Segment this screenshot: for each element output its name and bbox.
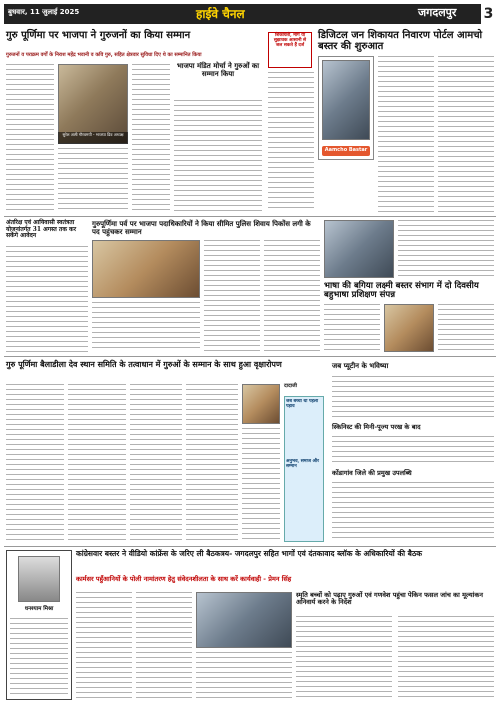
congress-body-col1 [76,592,132,700]
obituary-name: धनश्याम मिश्रा [24,606,54,612]
school-headline: गुरु पूर्णिमा बैलाडीला देव स्थान समिति के तत्वाधान में गुरुओं के सम्मान के साथ हुआ वृक्षारोपण [6,359,282,369]
dadaji-subtitle-2: अनुभव, समाज और सम्मान [286,459,319,469]
rain-headline: जब प्यूटीन के भविष्या [332,361,389,370]
newspaper-masthead: हाईवे चैनल [196,7,245,21]
complaint-headline: डिजिटल जन शिकायत निवारण पोर्टल आमचो बस्तर की शुरुआत [318,30,483,52]
dadaji-title: दादाजी [284,383,297,389]
convention-headline: अंतरिक्ष एवं आयिवासी स्वतंत्रता योजनांतर्गत 31 अगस्त तक कर सकेंगे आवेदन [6,219,77,240]
language-headline: भाषा की बगिया लक्ष्मी बस्तर संभाग में दो दिवसीय बहुभाषा प्रशिक्षण संपन्न [324,281,479,301]
language-body-2 [438,304,494,352]
smriti-body-col1 [296,616,392,700]
dadaji-body [242,428,280,542]
school-body-col2 [68,384,126,542]
dadaji-photo [242,384,280,424]
guru-photo-caption: सुरेश अली गौरवमयी - भाजपा डिव अध्यक्ष [58,132,128,144]
police-body-col3 [92,302,200,352]
language-photo [324,220,394,278]
language-photo-2 [384,304,434,352]
kondagaon-body [332,482,494,542]
police-body-col2 [264,240,320,352]
dadaji-subtitle-1: जब बच्चा था पहला पड़ाव [286,399,319,409]
obituary-photo [18,556,60,602]
complaint-tag: शिकायतों, मांग या सुझावक आसानी से जल सकते हैं दर्ज [273,33,307,48]
complaint-body-col2 [378,56,434,212]
language-sidebar-text [398,220,494,278]
complaint-body-col3 [438,56,494,212]
smriti-body-col2 [398,616,494,700]
guru-side-title: भाजपा मंडित मोर्चा ने गुरुओं का सम्मान किया [176,61,260,78]
guru-body-col1 [6,64,54,212]
kondagaon-headline: कोंडागांव जिले की प्रमुख उपलब्धि [332,469,412,477]
soil-body [332,436,494,466]
congress-body-col2 [136,592,192,700]
app-screenshot-image [322,60,370,140]
congress-headline: कांग्रेसवार बस्तर ने वीडियो कांफ्रेंस के जरिए ली बैठकत्रय- जगदलपुर सहित भागों एवं दंतकावाद ब्लॉक के अधिकारियों की बैठक [76,549,423,558]
aamcho-bastar-logo: Aamcho Bastar [322,146,370,156]
soil-headline: स्किनिस्ट की मिनी-पूज्य परख के बाद [332,423,421,431]
police-photo [92,240,200,298]
congress-body-col3 [196,652,292,700]
guru-body-col2 [58,148,128,212]
guru-body-col4 [174,100,262,212]
police-headline: गुरुपूर्णिमा पर्व पर भाजपा पदाधिकारियों ने किया सीमित पुलिस शिवाय पिकोंस लगी के पद पहुंचकर सम्मान [92,219,311,236]
guru-headline: गुरु पूर्णिमा पर भाजपा ने गुरुजनों का किया सम्मान [6,30,191,41]
section-rule-3 [4,546,496,547]
section-rule-2 [4,356,496,357]
edition-city: जगदलपुर [418,6,457,19]
section-rule-1 [4,216,496,217]
smriti-headline: स्मृति बच्चों को पढ़ाए गुरुओं एवं गणवेश पहुंचा पेकिन फसल जांच का मूल्यांकन अनिवार्य करने के निर्देश [296,591,483,607]
guru-subhead: गुरुजनों व पराक्रम वर्गों के निराश महेंद्र भवानी व कवि गुरु, सहित क्षेत्रवार सुविधा दिए थे का सम्मानित किया [6,52,202,58]
congress-subhead: कार्मसर पहुँआनियों के पोली नामांतरण हेतु संवेदनशीलता के साथ करें कार्यवाही - प्रेमन सिंह [76,575,292,583]
school-body-col3 [130,384,182,542]
convention-body [6,246,88,352]
complaint-body-col1 [268,72,314,212]
page-number: 3 [481,4,496,24]
school-body-col4 [186,384,238,542]
guru-body-col3 [132,64,170,212]
police-body-col1 [204,240,260,352]
language-body [324,304,380,352]
school-body-col1 [6,384,64,542]
congress-photo [196,592,292,648]
issue-date: बुधवार, 11 जुलाई 2025 [8,8,80,16]
rain-body [332,376,494,420]
obituary-text [10,618,68,696]
